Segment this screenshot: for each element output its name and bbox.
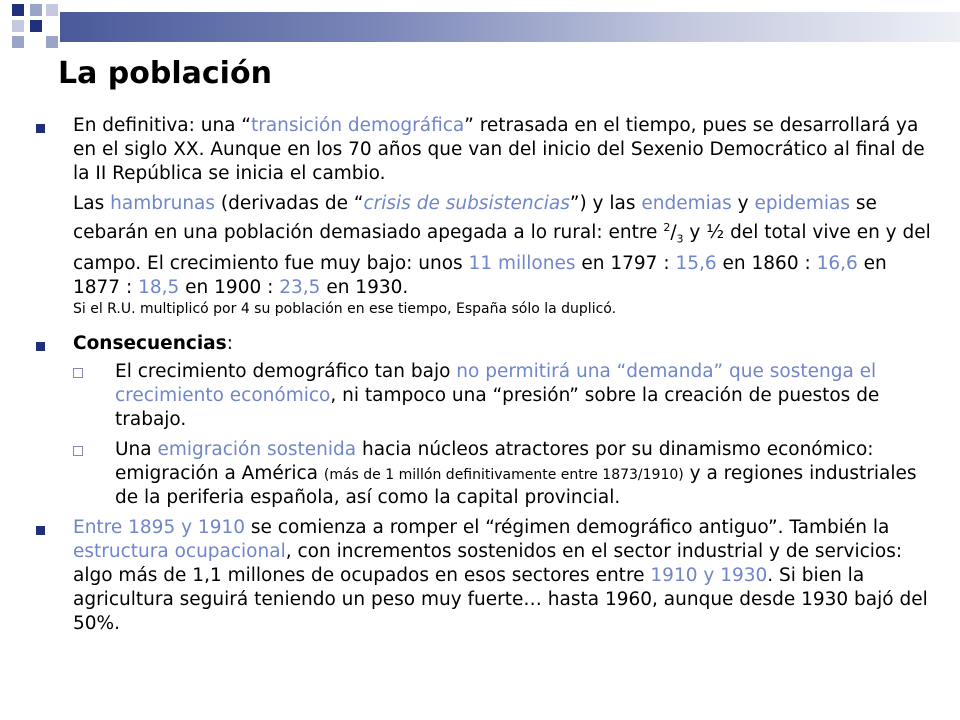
consequences-heading: Consecuencias xyxy=(73,332,227,354)
paragraph: Entre 1895 y 1910 se comienza a romper el “régimen demográfico antiguo”. También la estructura ocupacional, con incrementos sostenidos en el sector industrial y de servicios: algo más de 1,1 millones de ocupados en esos sectores entre 1910 y 1930. Si bien la agricultura seguirá teniendo un peso muy fuerte… hasta 1960, aunque desde 1930 bajó del 50%. xyxy=(73,516,928,634)
decorative-square xyxy=(12,20,24,32)
sub-bullet-growth xyxy=(73,360,936,432)
paragraph: Las hambrunas (derivadas de “crisis de subsistencias”) y las endemias y epidemias se cebarán en una población demasiado apegada a lo rural: entre $^2/_3$ y ½ del total vive en y del campo. El crecimiento fue muy bajo: unos 11 millones en 1797 : 15,6 en 1860 : 16,6 en 1877 : 18,5 en 1900 : 23,5 en 1930. xyxy=(73,193,931,298)
decorative-square xyxy=(46,36,58,48)
decorative-header-bar xyxy=(60,12,960,42)
decorative-square xyxy=(12,4,24,16)
slide-title: La población xyxy=(58,56,272,91)
paragraph: Consecuencias: xyxy=(73,332,233,354)
bullet-item-consequences xyxy=(36,332,936,356)
square-bullet-icon xyxy=(36,124,45,133)
square-bullet-icon xyxy=(36,526,45,535)
paragraph: En definitiva: una “transición demográfica” retrasada en el tiempo, pues se desarrollará ya en el siglo XX. Aunque en los 70 años que van del inicio del Sexenio Democrático al final de la II República se inicia el cambio. xyxy=(73,115,925,184)
hollow-square-bullet-icon xyxy=(73,446,83,456)
paragraph: Una emigración sostenida hacia núcleos atractores por su dinamismo económico: emigración a América (más de 1 millón definitivamente entre 1873/1910) y a regiones industriales de la periferia española, así como la capital provincial. xyxy=(115,438,917,508)
hollow-square-bullet-icon xyxy=(73,368,83,378)
square-bullet-icon xyxy=(36,342,45,351)
sub-bullet-emigration xyxy=(73,438,936,510)
paragraph-population xyxy=(36,192,936,318)
decorative-square xyxy=(30,4,42,16)
decorative-square xyxy=(46,4,58,16)
decorative-square xyxy=(30,20,42,32)
slide-content xyxy=(36,114,936,636)
highlight-text: transición demográfica xyxy=(250,115,465,136)
bullet-item-definition xyxy=(36,114,936,186)
fraction-two-thirds: $^2/_3$ xyxy=(663,221,684,246)
bullet-item-regime-change xyxy=(36,516,936,636)
decorative-square xyxy=(12,36,24,48)
paragraph: El crecimiento demográfico tan bajo no permitirá una “demanda” que sostenga el crecimiento económico, ni tampoco una “presión” sobre la creación de puestos de trabajo. xyxy=(115,360,880,430)
footnote-text: Si el R.U. multiplicó por 4 su población en ese tiempo, España sólo la duplicó. xyxy=(73,300,617,317)
